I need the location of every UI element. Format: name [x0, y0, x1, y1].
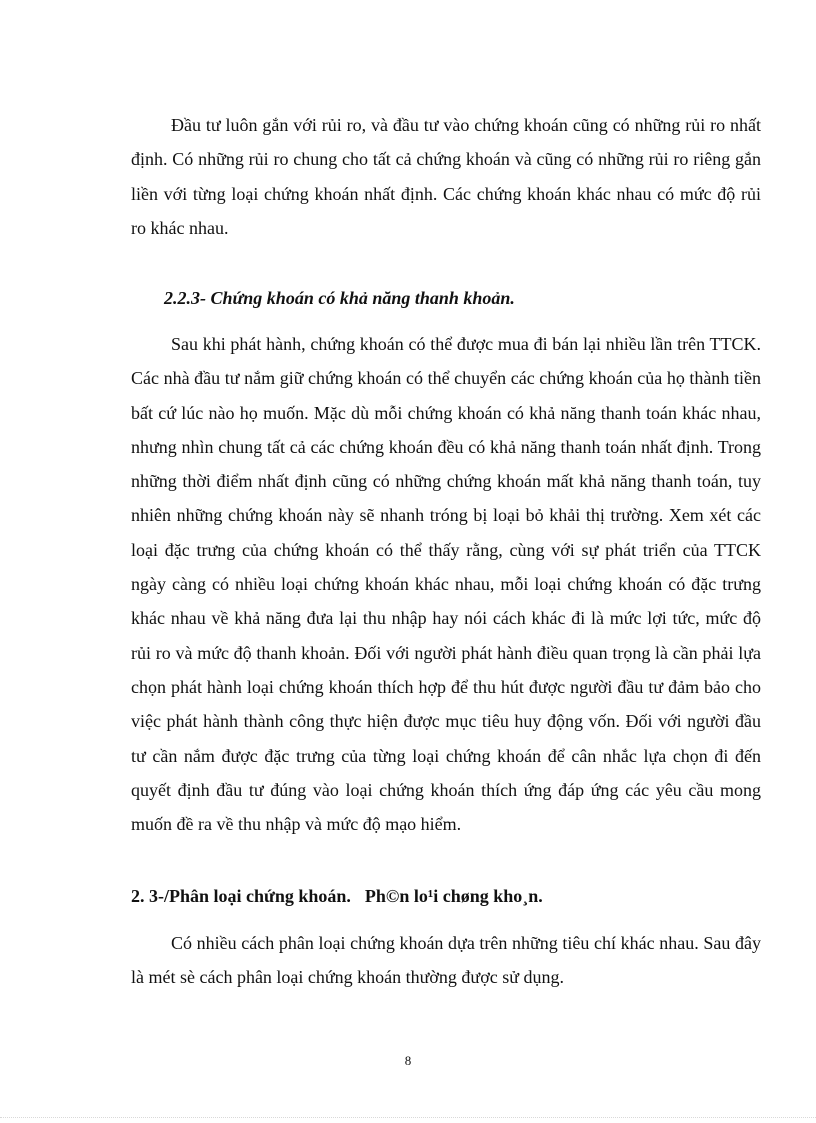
paragraph-classification: Có nhiều cách phân loại chứng khoán dựa trên những tiêu chí khác nhau. Sau đây là mét sè cách phân loại chứng khoán thường được sử dụng.	[131, 933, 761, 988]
page-number: 8	[404, 1053, 412, 1068]
paragraph-liquidity: Sau khi phát hành, chứng khoán có thể được mua đi bán lại nhiều lần trên TTCK. Các nhà đầu tư nắm giữ chứng khoán có thể chuyển các chứng khoán của họ thành tiền bất cứ lúc nào họ muốn. Mặc dù mỗi chứng khoán có khả năng thanh toán khác nhau, nhưng nhìn chung tất cả các chứng khoán đều có khả năng thanh toán nhất định. Trong những thời điểm nhất định cũng có những chứng khoán mất khả năng thanh toán, tuy nhiên những chứng khoán này sẽ nhanh tróng bị loại bỏ khải thị trường. Xem xét các loại đặc trưng của chứng khoán có thể thấy rằng, cùng với sự phát triển của TTCK ngày càng có nhiều loại chứng khoán khác nhau, mỗi loại chứng khoán có đặc trưng khác nhau về khả năng đưa lại thu nhập hay nói cách khác đi là mức lợi tức, mức độ rủi ro và mức độ thanh khoản. Đối với người phát hành điều quan trọng là cần phải lựa chọn phát hành loại chứng khoán thích hợp để thu hút được người đầu tư đảm bảo cho việc phát hành thành công thực hiện được mục tiêu huy động vốn. Đối với người đầu tư cần nắm được đặc trưng của từng loại chứng khoán để cân nhắc lựa chọn đi đến quyết định đầu tư đúng vào loại chứng khoán thích ứng đáp ứng các yêu cầu mong muốn đề ra về thu nhập và mức độ mạo hiểm.	[131, 334, 761, 835]
paragraph-investment-risk: Đầu tư luôn gắn với rủi ro, và đầu tư vào chứng khoán cũng có những rủi ro nhất định. Có những rủi ro chung cho tất cả chứng khoán và cũng có những rủi ro riêng gắn liền với từng loại chứng khoán nhất định. Các chứng khoán khác nhau có mức độ rủi ro khác nhau.	[131, 115, 761, 238]
section-heading-liquidity: 2.2.3- Chứng khoán có khả năng thanh khoản.	[164, 288, 515, 308]
heading-classification-text: 2. 3-/Phân loại chứng khoán.	[131, 886, 351, 906]
footer-divider	[0, 1117, 816, 1118]
heading-classification-garbled-text: Ph©n lo¹i chøng kho¸n.	[364, 886, 543, 906]
section-heading-classification	[131, 886, 543, 907]
